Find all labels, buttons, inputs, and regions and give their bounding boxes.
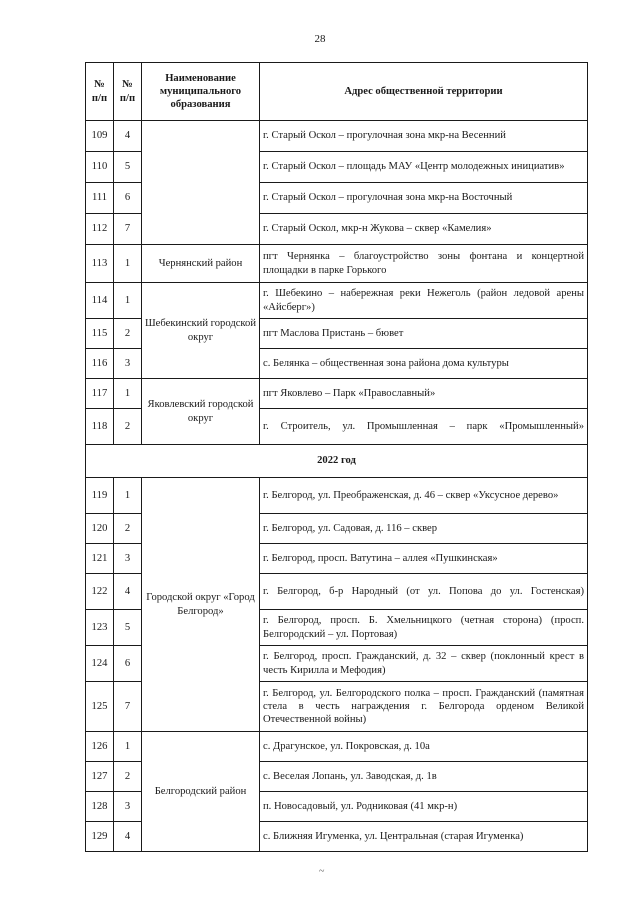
row-number: 116 [86, 349, 114, 379]
year-label: 2022 год [86, 445, 588, 478]
municipality-cell: Чернянский район [142, 245, 260, 283]
address-cell: пгт Чернянка – благоустройство зоны фонтана и концертной площадки в парке Горького [260, 245, 588, 283]
table-row [86, 121, 588, 152]
row-subnumber: 5 [114, 610, 142, 646]
row-subnumber: 1 [114, 379, 142, 409]
header-address: Адрес общественной территории [260, 63, 588, 121]
address-cell: с. Белянка – общественная зона района дома культуры [260, 349, 588, 379]
address-cell: г. Белгород, просп. Ватутина – аллея «Пушкинская» [260, 544, 588, 574]
row-number: 126 [86, 732, 114, 762]
row-subnumber: 6 [114, 646, 142, 682]
header-municipality: Наименование муниципального образования [142, 63, 260, 121]
row-subnumber: 3 [114, 544, 142, 574]
municipality-cell: Шебекинский городской округ [142, 283, 260, 379]
row-subnumber: 7 [114, 682, 142, 732]
row-subnumber: 7 [114, 214, 142, 245]
table-row [86, 379, 588, 409]
row-number: 119 [86, 478, 114, 514]
year-divider-row [86, 445, 588, 478]
row-number: 129 [86, 822, 114, 852]
municipality-cell: Белгородский район [142, 732, 260, 852]
row-subnumber: 6 [114, 183, 142, 214]
row-number: 128 [86, 792, 114, 822]
address-cell: г. Белгород, б-р Народный (от ул. Попова до ул. Гостенская) [260, 574, 588, 610]
scan-mark: ~ [319, 866, 325, 877]
address-cell: г. Старый Оскол – прогулочная зона мкр-на Весенний [260, 121, 588, 152]
row-number: 118 [86, 409, 114, 445]
address-cell: с. Ближняя Игуменка, ул. Центральная (старая Игуменка) [260, 822, 588, 852]
table-row [86, 478, 588, 514]
address-cell: г. Шебекино – набережная реки Нежеголь (район ледовой арены «Айсберг») [260, 283, 588, 319]
table-row [86, 245, 588, 283]
row-subnumber: 1 [114, 732, 142, 762]
row-number: 122 [86, 574, 114, 610]
row-subnumber: 5 [114, 152, 142, 183]
row-subnumber: 3 [114, 349, 142, 379]
row-subnumber: 4 [114, 121, 142, 152]
table-header-row [86, 63, 588, 121]
row-subnumber: 1 [114, 283, 142, 319]
address-cell: г. Старый Оскол – площадь МАУ «Центр молодежных инициатив» [260, 152, 588, 183]
address-cell: пгт Маслова Пристань – бювет [260, 319, 588, 349]
address-cell: пгт Яковлево – Парк «Православный» [260, 379, 588, 409]
address-cell: г. Старый Оскол – прогулочная зона мкр-на Восточный [260, 183, 588, 214]
row-subnumber: 2 [114, 762, 142, 792]
row-subnumber: 4 [114, 574, 142, 610]
address-cell: г. Белгород, просп. Гражданский, д. 32 – сквер (поклонный крест в честь Кирилла и Мефодия) [260, 646, 588, 682]
address-cell: г. Старый Оскол, мкр-н Жукова – сквер «Камелия» [260, 214, 588, 245]
municipality-cell: Яковлевский городской округ [142, 379, 260, 445]
address-cell: г. Белгород, ул. Преображенская, д. 46 – сквер «Уксусное дерево» [260, 478, 588, 514]
address-cell: г. Белгород, ул. Садовая, д. 116 – сквер [260, 514, 588, 544]
row-number: 110 [86, 152, 114, 183]
row-subnumber: 1 [114, 478, 142, 514]
row-subnumber: 4 [114, 822, 142, 852]
row-number: 115 [86, 319, 114, 349]
row-subnumber: 3 [114, 792, 142, 822]
row-subnumber: 2 [114, 409, 142, 445]
row-number: 125 [86, 682, 114, 732]
row-number: 121 [86, 544, 114, 574]
row-number: 123 [86, 610, 114, 646]
address-cell: г. Белгород, просп. Б. Хмельницкого (четная сторона) (просп. Белгородский – ул. Портовая) [260, 610, 588, 646]
table-row [86, 732, 588, 762]
municipality-cell: Городской округ «Город Белгород» [142, 478, 260, 732]
row-number: 111 [86, 183, 114, 214]
address-cell: с. Драгунское, ул. Покровская, д. 10а [260, 732, 588, 762]
address-cell: г. Строитель, ул. Промышленная – парк «Промышленный» [260, 409, 588, 445]
address-cell: г. Белгород, ул. Белгородского полка – просп. Гражданский (памятная стела в честь награждения г. Белгорода орденом Великой Отечественной войны) [260, 682, 588, 732]
address-cell: с. Веселая Лопань, ул. Заводская, д. 1в [260, 762, 588, 792]
row-number: 120 [86, 514, 114, 544]
municipality-cell-continued [142, 121, 260, 245]
row-number: 117 [86, 379, 114, 409]
header-num-2: № п/п [114, 63, 142, 121]
row-number: 112 [86, 214, 114, 245]
row-number: 109 [86, 121, 114, 152]
page-number: 28 [314, 33, 326, 45]
row-subnumber: 2 [114, 514, 142, 544]
header-num-1: № п/п [86, 63, 114, 121]
row-subnumber: 2 [114, 319, 142, 349]
row-number: 114 [86, 283, 114, 319]
row-subnumber: 1 [114, 245, 142, 283]
row-number: 127 [86, 762, 114, 792]
table-row [86, 283, 588, 319]
address-cell: п. Новосадовый, ул. Родниковая (41 мкр-н) [260, 792, 588, 822]
public-territories-table [85, 62, 588, 852]
row-number: 113 [86, 245, 114, 283]
row-number: 124 [86, 646, 114, 682]
